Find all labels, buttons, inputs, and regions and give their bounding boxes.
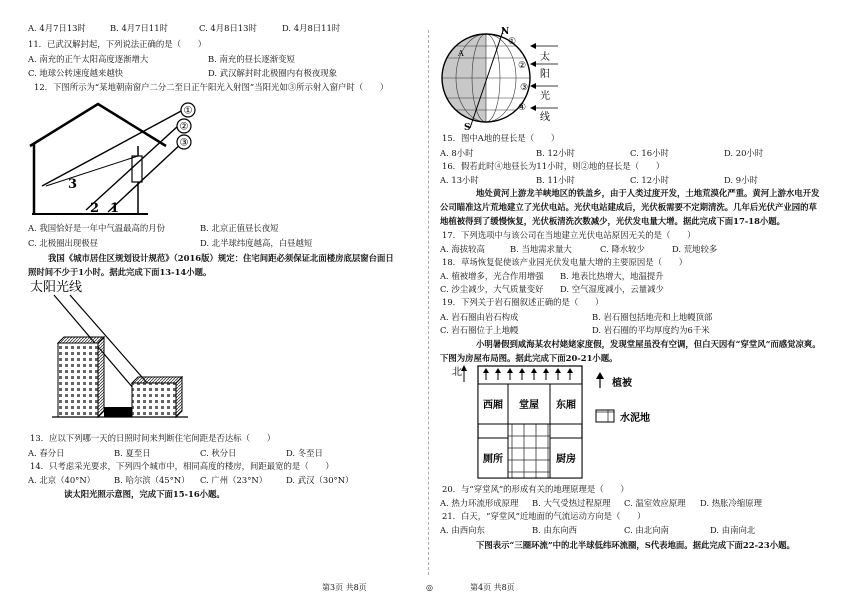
legend-cement: 水泥地 bbox=[620, 413, 650, 424]
passage-15-16: 读太阳光照示意图，完成下面15-16小题。 bbox=[64, 489, 225, 499]
passage-20-21-line2: 下图为房屋布局图。据此完成下面20-21小题。 bbox=[440, 353, 618, 363]
q14-option-a: A. 北京（40°N） bbox=[28, 475, 96, 485]
sunlight-label: 太阳光线 bbox=[30, 280, 83, 295]
column-divider bbox=[428, 30, 429, 575]
point-2-label: ② bbox=[518, 61, 527, 71]
q16-stem: 16．假若此时④地昼长为11小时，则②地的昼长是（ ） bbox=[442, 161, 665, 171]
q16-option-c: C. 12小时 bbox=[630, 175, 669, 185]
sunlight-globe-figure bbox=[440, 24, 570, 132]
room-east-wing: 东厢 bbox=[556, 400, 576, 411]
point-a-label: A bbox=[458, 49, 464, 58]
q13-stem: 13．应以下列哪一天的日照时间来判断住宅间距是否达标（ ） bbox=[30, 433, 276, 443]
binding-mark: ◎ bbox=[426, 583, 433, 592]
q10-option-b: B. 4月7日11时 bbox=[110, 23, 168, 33]
q20-option-b: B. 大气受热过程原理 bbox=[532, 498, 611, 508]
q19-option-d: D. 岩石圈的平均厚度约为6千米 bbox=[592, 325, 710, 335]
room-west-wing: 西厢 bbox=[483, 400, 503, 411]
q15-stem: 15．图中A地的昼长是（ ） bbox=[442, 133, 560, 143]
q14-option-b: B. 哈尔滨（45°N） bbox=[114, 475, 190, 485]
q15-option-c: C. 16小时 bbox=[630, 148, 669, 158]
sunlight-char-4: 线 bbox=[540, 112, 550, 123]
q11-option-d: D. 武汉解封时北极圈内有极夜现象 bbox=[208, 68, 337, 78]
q12-option-d: D. 北半球纬度越高，白昼越短 bbox=[200, 238, 313, 248]
point-3-label: ③ bbox=[520, 83, 529, 93]
sunlight-char-3: 光 bbox=[540, 91, 550, 102]
floor-mark-1: 1 bbox=[110, 201, 120, 216]
q19-option-c: C. 岩石圈位于上地幔 bbox=[440, 325, 519, 335]
q17-option-a: A. 海拔较高 bbox=[440, 244, 485, 254]
q16-option-a: A. 13小时 bbox=[440, 175, 479, 185]
passage-13-14-line1: 我国《城市居住区规划设计规范》（2016版）规定：住宅间距必须保证北面楼房底层窗台面日 bbox=[48, 253, 394, 263]
window-sunlight-figure bbox=[28, 98, 208, 218]
q12-stem: 12．下图所示为“某地朝南窗户二分二至日正午阳光入射图”当阳光如③所示射入窗户时（ ） bbox=[34, 82, 389, 92]
q13-option-b: B. 夏至日 bbox=[114, 448, 151, 458]
q12-option-b: B. 北京正值昼长夜短 bbox=[200, 223, 279, 233]
floor-mark-3: 3 bbox=[68, 177, 78, 192]
q20-option-a: A. 热力环流形成原理 bbox=[440, 498, 519, 508]
room-kitchen: 厨房 bbox=[556, 454, 576, 465]
sunlight-char-1: 太 bbox=[540, 52, 550, 63]
q16-option-b: B. 11小时 bbox=[536, 175, 575, 185]
q18-stem: 18．草场恢复促使该产业园光伏发电量大增的主要原因是（ ） bbox=[442, 257, 688, 267]
q15-option-b: B. 12小时 bbox=[536, 148, 575, 158]
label-1: ① bbox=[183, 105, 193, 117]
passage-22-23: 下图表示“三圈环流”中的北半球低纬环流圈，S代表地面。据此完成下面22-23小题。 bbox=[476, 540, 795, 550]
q11-option-a: A. 南充的正午太阳高度逐渐增大 bbox=[28, 54, 149, 64]
page-number-left: 第3页 共8页 bbox=[322, 583, 367, 592]
q10-option-c: C. 4月8日13时 bbox=[199, 23, 257, 33]
passage-17-18-line2: 公司瞄准这片荒地建立了光伏电站。光伏电站建成后，光伏板需要不定期清洗。几年后光伏产业园的草 bbox=[440, 202, 817, 212]
point-4-label: ④ bbox=[518, 103, 527, 113]
q17-option-d: D. 荒地较多 bbox=[672, 244, 718, 254]
legend-vegetation: 植被 bbox=[612, 378, 632, 389]
q21-option-a: A. 由西向东 bbox=[440, 525, 485, 535]
q11-option-b: B. 南充的昼长逐渐变短 bbox=[208, 54, 295, 64]
q15-option-a: A. 8小时 bbox=[440, 148, 474, 158]
label-3: ③ bbox=[179, 137, 189, 149]
sunlight-char-2: 阳 bbox=[540, 69, 550, 80]
q19-option-b: B. 岩石圈包括地壳和上地幔顶部 bbox=[592, 312, 713, 322]
north-label: 北 bbox=[452, 367, 462, 378]
q18-option-d: D. 空气湿度减小，云量减少 bbox=[560, 284, 664, 294]
north-pole-label: N bbox=[501, 27, 510, 37]
q17-option-b: B. 当地需求量大 bbox=[510, 244, 572, 254]
label-2: ② bbox=[179, 121, 189, 133]
floor-mark-2: 2 bbox=[90, 201, 100, 216]
q14-stem: 14．只考虑采光要求，下列四个城市中，相同高度的楼房，间距最宽的是（ ） bbox=[30, 461, 334, 471]
passage-17-18-line1: 地处黄河上游龙羊峡地区的铁盖乡，由于人类过度开发，土地荒漠化严重。黄河上游水电开发 bbox=[476, 188, 820, 198]
q13-option-d: D. 冬至日 bbox=[286, 448, 323, 458]
south-pole-label: S bbox=[464, 123, 471, 132]
room-main-hall: 堂屋 bbox=[519, 400, 539, 411]
q11-option-c: C. 地球公转速度越来越快 bbox=[28, 68, 124, 78]
q18-option-b: B. 地表比热增大，地温提升 bbox=[560, 271, 664, 281]
q13-option-c: C. 秋分日 bbox=[200, 448, 237, 458]
passage-20-21-line1: 小明暑假到咸海某农村姥姥家度假，发现堂屋虽没有空调，但白天因有“穿堂风”而感觉凉爽。 bbox=[476, 339, 821, 349]
page-number-right: 第4页 共8页 bbox=[470, 583, 515, 592]
passage-17-18-line3: 地植被得到了缓慢恢复，光伏板清洗次数减少，光伏发电量大增。据此完成下面17-18小题。 bbox=[440, 216, 786, 226]
point-1-label: ① bbox=[508, 37, 517, 47]
q10-option-a: A. 4月7日13时 bbox=[28, 23, 86, 33]
q17-option-c: C. 降水较少 bbox=[600, 244, 645, 254]
q18-option-c: C. 沙尘减少，大气质量变好 bbox=[440, 284, 544, 294]
building-spacing-figure bbox=[28, 279, 198, 427]
q14-option-c: C. 广州（23°N） bbox=[200, 475, 268, 485]
room-toilet: 厕所 bbox=[483, 454, 503, 465]
q14-option-d: D. 武汉（30°N） bbox=[286, 475, 354, 485]
q17-stem: 17．下列选项中与该公司在当地建立光伏电站原因无关的是（ ） bbox=[442, 230, 696, 240]
q20-option-d: D. 热胀冷缩原理 bbox=[700, 498, 762, 508]
q11-stem: 11．已武汉解封起，下列说法正确的是（ ） bbox=[28, 39, 207, 49]
q21-option-c: C. 由北向南 bbox=[624, 525, 669, 535]
q13-option-a: A. 春分日 bbox=[28, 448, 65, 458]
q16-option-d: D. 9小时 bbox=[724, 175, 758, 185]
q21-option-d: D. 由南向北 bbox=[710, 525, 756, 535]
q15-option-d: D. 20小时 bbox=[724, 148, 764, 158]
q21-stem: 21．白天，“穿堂风”近地面的气流运动方向是（ ） bbox=[442, 511, 646, 521]
q12-option-c: C. 北极圈出现极昼 bbox=[28, 238, 99, 248]
q19-stem: 19．下列关于岩石圈叙述正确的是（ ） bbox=[442, 297, 604, 307]
q18-option-a: A. 植被增多，光合作用增强 bbox=[440, 271, 544, 281]
q10-option-d: D. 4月8日11时 bbox=[282, 23, 341, 33]
q20-option-c: C. 温室效应原理 bbox=[624, 498, 686, 508]
passage-13-14-line2: 照时间不少于1小时。据此完成下面13-14小题。 bbox=[28, 267, 212, 277]
q20-stem: 20．与“穿堂风”的形成有关的地理原理是（ ） bbox=[442, 484, 629, 494]
q21-option-b: B. 由东向西 bbox=[532, 525, 577, 535]
q19-option-a: A. 岩石圈由岩石构成 bbox=[440, 312, 519, 322]
q12-option-a: A. 我国恰好是一年中气温最高的月份 bbox=[28, 223, 165, 233]
house-layout-figure bbox=[440, 364, 680, 482]
